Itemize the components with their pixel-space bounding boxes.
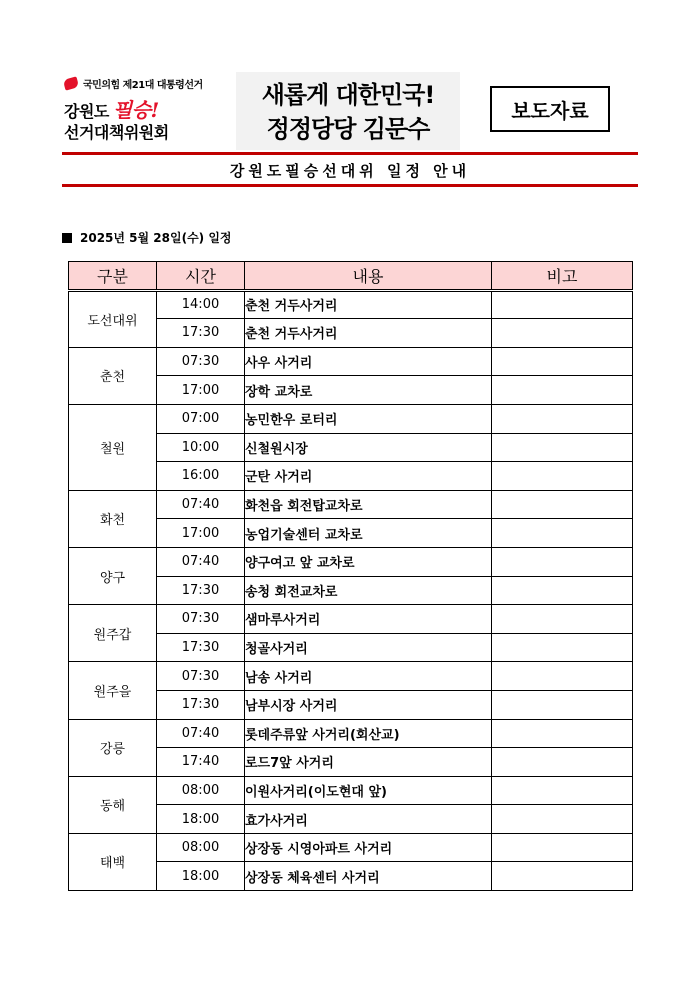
note-cell bbox=[492, 576, 633, 605]
content-cell: 군탄 사거리 bbox=[245, 462, 492, 491]
time-cell: 18:00 bbox=[157, 862, 245, 891]
title-rule-top bbox=[62, 152, 638, 155]
slogan-banner bbox=[236, 72, 460, 150]
region-title bbox=[64, 94, 159, 123]
region-cell: 춘천 bbox=[69, 347, 157, 404]
committee-title: 선거대책위원회 bbox=[64, 123, 169, 142]
table-row bbox=[69, 662, 633, 691]
document-subtitle bbox=[62, 156, 638, 184]
time-cell: 17:00 bbox=[157, 376, 245, 405]
region-cell: 태백 bbox=[69, 833, 157, 890]
note-cell bbox=[492, 490, 633, 519]
note-cell bbox=[492, 404, 633, 433]
note-cell bbox=[492, 547, 633, 576]
time-cell: 17:30 bbox=[157, 319, 245, 348]
time-cell: 17:30 bbox=[157, 576, 245, 605]
region-name: 강원도 bbox=[64, 102, 109, 121]
schedule-date: 2025년 5월 28일(수) 일정 bbox=[80, 231, 232, 245]
table-row bbox=[69, 776, 633, 805]
content-cell: 상장동 체육센터 사거리 bbox=[245, 862, 492, 891]
content-cell: 양구여고 앞 교차로 bbox=[245, 547, 492, 576]
region-cell: 원주갑 bbox=[69, 605, 157, 662]
region-cell: 강릉 bbox=[69, 719, 157, 776]
time-cell: 07:30 bbox=[157, 347, 245, 376]
content-cell: 춘천 거두사거리 bbox=[245, 290, 492, 319]
slogan-line-1: 새롭게 대한민국! bbox=[261, 81, 435, 109]
title-rule-bottom bbox=[62, 184, 638, 187]
table-row bbox=[69, 490, 633, 519]
content-cell: 청골사거리 bbox=[245, 633, 492, 662]
content-cell: 이원사거리(이도현대 앞) bbox=[245, 776, 492, 805]
time-cell: 08:00 bbox=[157, 833, 245, 862]
time-cell: 16:00 bbox=[157, 462, 245, 491]
header-time: 시간 bbox=[157, 262, 245, 291]
content-cell: 송청 회전교차로 bbox=[245, 576, 492, 605]
schedule-date-line bbox=[62, 229, 232, 246]
note-cell bbox=[492, 519, 633, 548]
time-cell: 17:00 bbox=[157, 519, 245, 548]
table-row bbox=[69, 547, 633, 576]
party-logo-icon bbox=[63, 76, 79, 90]
note-cell bbox=[492, 319, 633, 348]
content-cell: 효가사거리 bbox=[245, 805, 492, 834]
letterhead bbox=[62, 72, 638, 152]
time-cell: 17:40 bbox=[157, 748, 245, 777]
party-election-label: 국민의힘 제21대 대통령선거 bbox=[83, 80, 203, 91]
header-note: 비고 bbox=[492, 262, 633, 291]
note-cell bbox=[492, 605, 633, 634]
note-cell bbox=[492, 433, 633, 462]
content-cell: 농민한우 로터리 bbox=[245, 404, 492, 433]
press-release-label: 보도자료 bbox=[511, 98, 589, 123]
table-row bbox=[69, 404, 633, 433]
table-row bbox=[69, 833, 633, 862]
region-cell: 도선대위 bbox=[69, 290, 157, 347]
time-cell: 14:00 bbox=[157, 290, 245, 319]
note-cell bbox=[492, 290, 633, 319]
content-cell: 농업기술센터 교차로 bbox=[245, 519, 492, 548]
time-cell: 07:30 bbox=[157, 605, 245, 634]
square-bullet-icon bbox=[62, 233, 72, 243]
note-cell bbox=[492, 776, 633, 805]
schedule-body bbox=[69, 290, 633, 890]
table-row bbox=[69, 605, 633, 634]
schedule-table bbox=[68, 261, 633, 891]
time-cell: 08:00 bbox=[157, 776, 245, 805]
content-cell: 남송 사거리 bbox=[245, 662, 492, 691]
content-cell: 샘마루사거리 bbox=[245, 605, 492, 634]
content-cell: 사우 사거리 bbox=[245, 347, 492, 376]
table-row bbox=[69, 290, 633, 319]
header-category: 구분 bbox=[69, 262, 157, 291]
note-cell bbox=[492, 633, 633, 662]
content-cell: 상장동 시영아파트 사거리 bbox=[245, 833, 492, 862]
content-cell: 신철원시장 bbox=[245, 433, 492, 462]
time-cell: 17:30 bbox=[157, 690, 245, 719]
header-content: 내용 bbox=[245, 262, 492, 291]
party-line bbox=[64, 76, 203, 91]
press-release-box bbox=[490, 86, 610, 132]
note-cell bbox=[492, 805, 633, 834]
time-cell: 10:00 bbox=[157, 433, 245, 462]
content-cell: 로드7앞 사거리 bbox=[245, 748, 492, 777]
note-cell bbox=[492, 719, 633, 748]
note-cell bbox=[492, 662, 633, 691]
note-cell bbox=[492, 376, 633, 405]
note-cell bbox=[492, 748, 633, 777]
time-cell: 07:40 bbox=[157, 719, 245, 748]
content-cell: 춘천 거두사거리 bbox=[245, 319, 492, 348]
region-cell: 철원 bbox=[69, 404, 157, 490]
content-cell: 화천읍 회전탑교차로 bbox=[245, 490, 492, 519]
region-cell: 원주을 bbox=[69, 662, 157, 719]
region-cell: 양구 bbox=[69, 547, 157, 604]
slogan-line-2: 정정당당 김문수 bbox=[266, 115, 430, 143]
note-cell bbox=[492, 690, 633, 719]
content-cell: 롯데주류앞 사거리(회산교) bbox=[245, 719, 492, 748]
time-cell: 07:30 bbox=[157, 662, 245, 691]
time-cell: 18:00 bbox=[157, 805, 245, 834]
content-cell: 장학 교차로 bbox=[245, 376, 492, 405]
note-cell bbox=[492, 347, 633, 376]
region-cell: 동해 bbox=[69, 776, 157, 833]
table-row bbox=[69, 719, 633, 748]
subtitle-text: 강원도필승선대위 일정 안내 bbox=[229, 161, 471, 180]
table-row bbox=[69, 347, 633, 376]
note-cell bbox=[492, 862, 633, 891]
time-cell: 07:40 bbox=[157, 490, 245, 519]
content-cell: 남부시장 사거리 bbox=[245, 690, 492, 719]
table-header-row bbox=[69, 262, 633, 291]
time-cell: 07:40 bbox=[157, 547, 245, 576]
time-cell: 17:30 bbox=[157, 633, 245, 662]
pilseung-mark: 필승! bbox=[112, 98, 159, 122]
note-cell bbox=[492, 462, 633, 491]
note-cell bbox=[492, 833, 633, 862]
region-cell: 화천 bbox=[69, 490, 157, 547]
time-cell: 07:00 bbox=[157, 404, 245, 433]
